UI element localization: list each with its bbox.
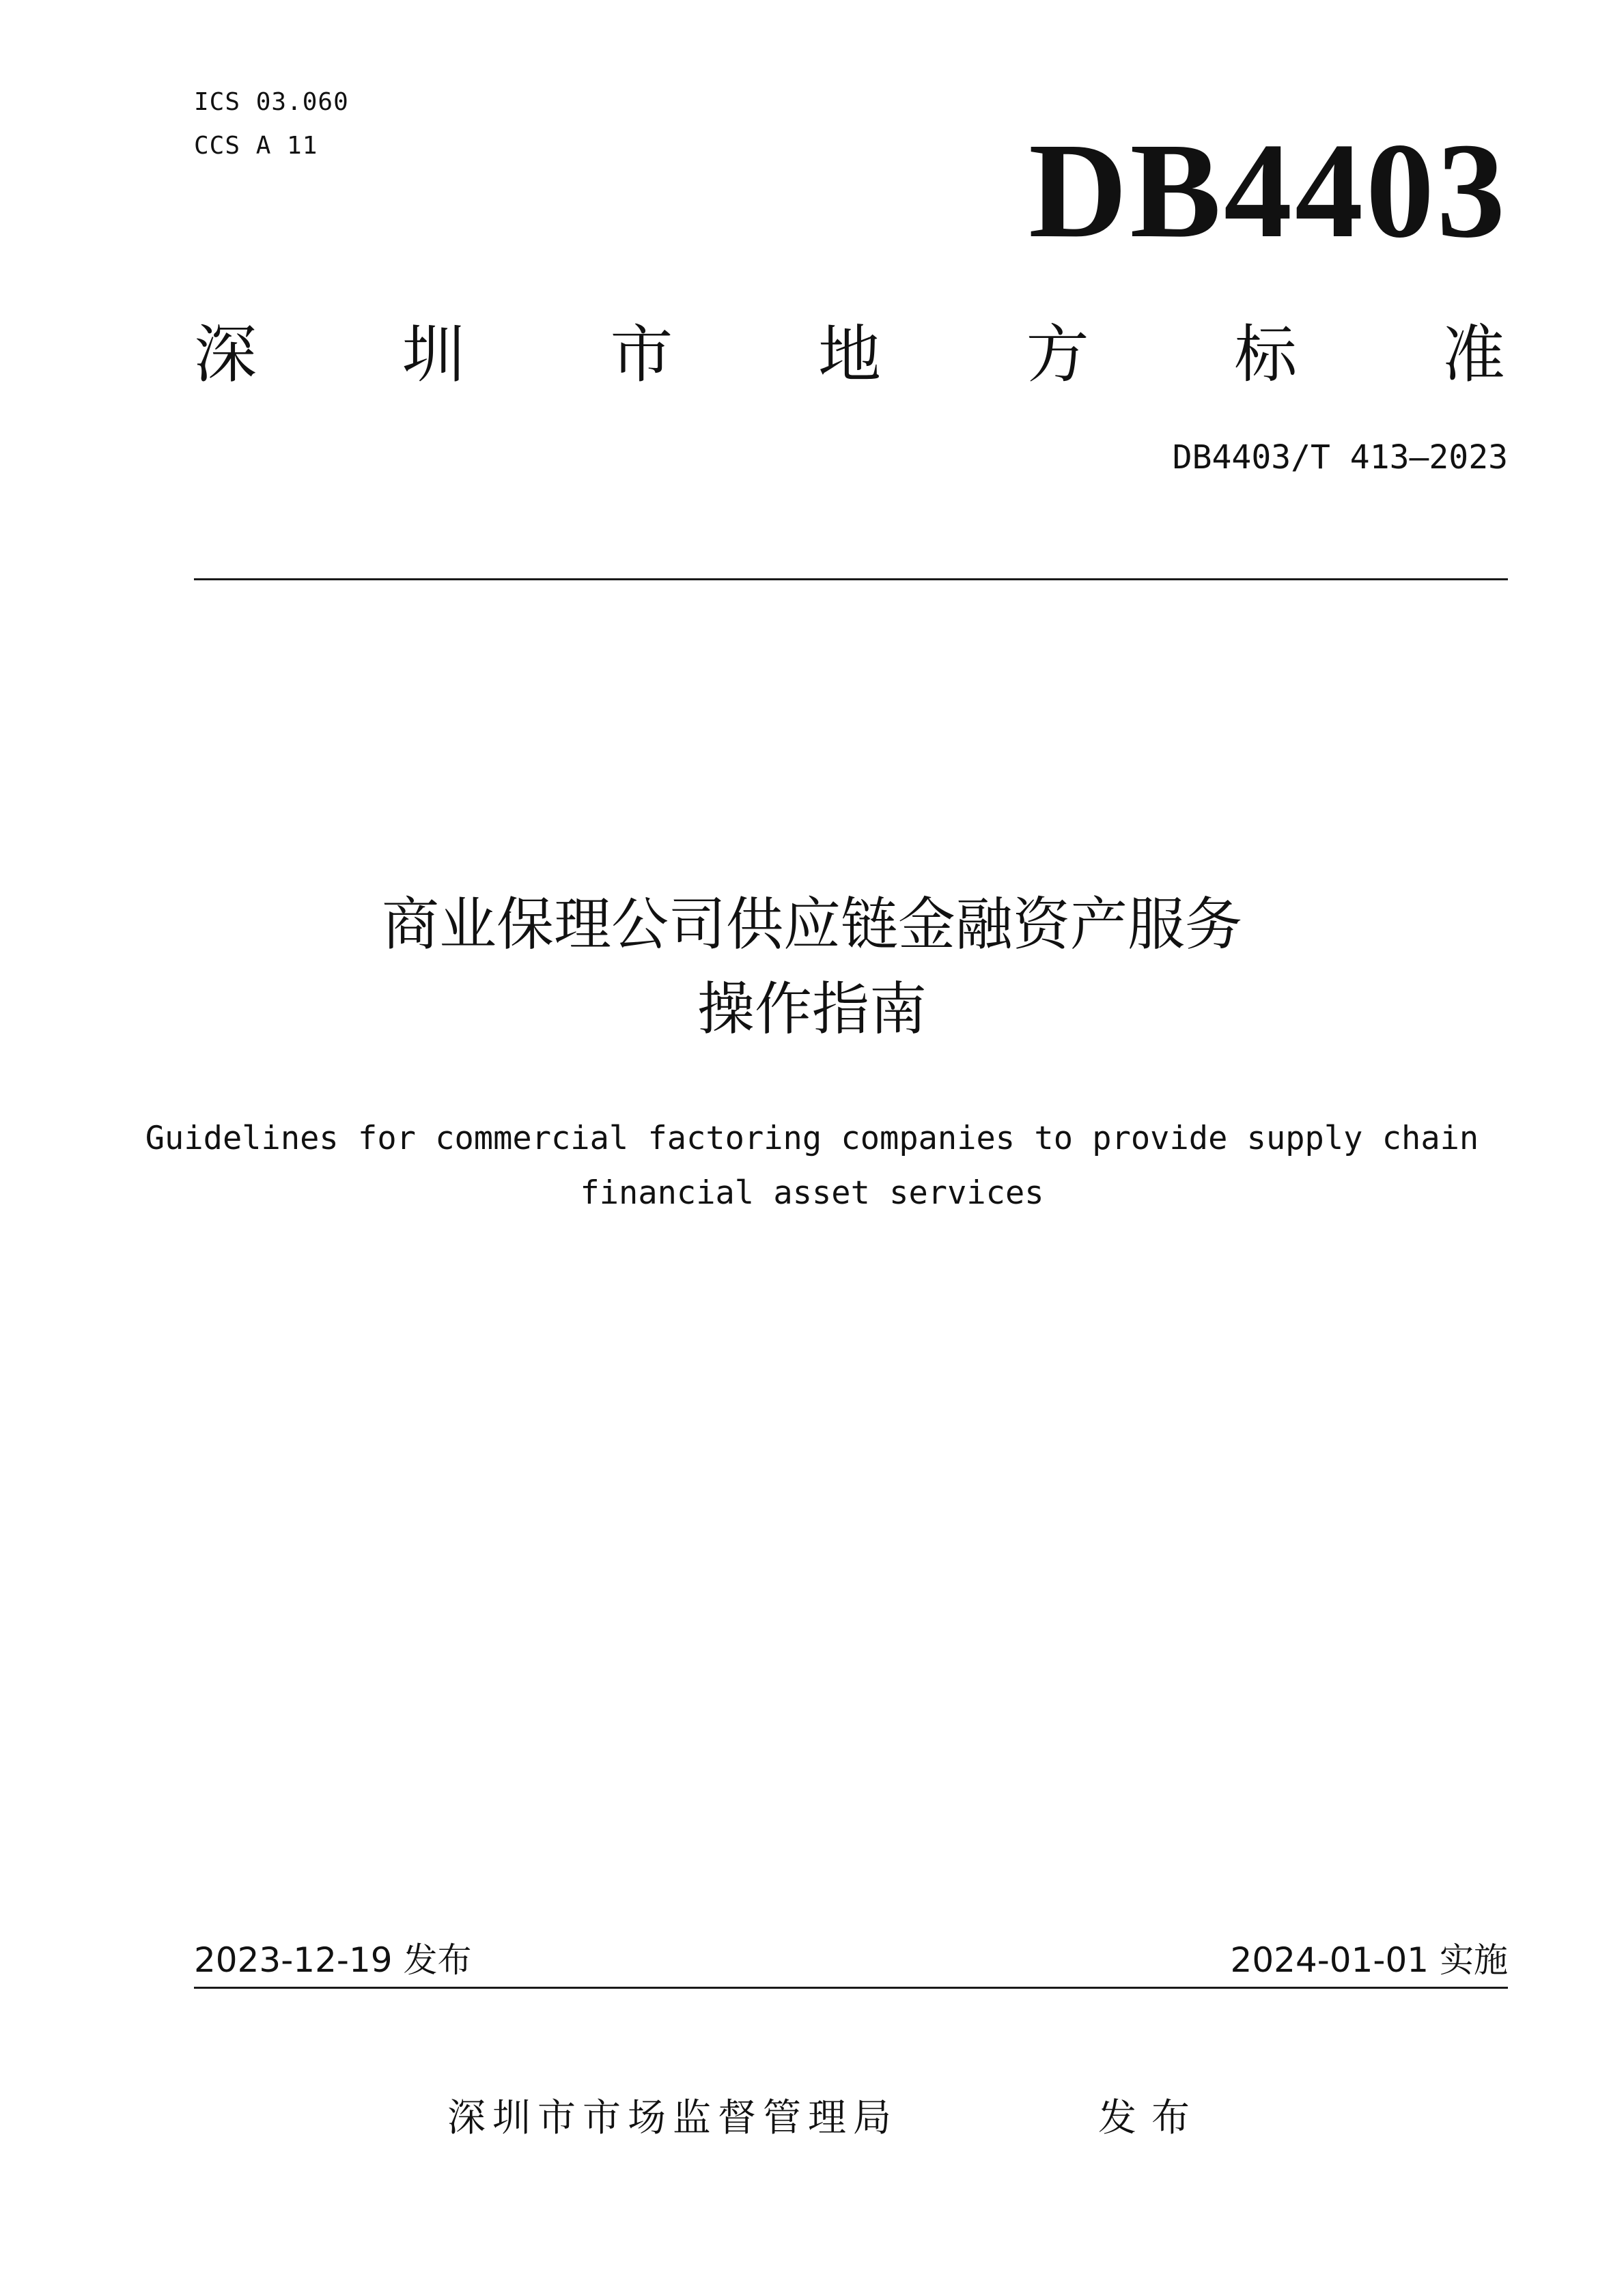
footer-divider [194, 1987, 1508, 1989]
standard-type-char: 标 [1234, 318, 1298, 391]
standard-type-char: 准 [1442, 318, 1505, 391]
standard-type-char: 圳 [402, 318, 465, 391]
title-cn-line2: 操作指南 [697, 976, 927, 1043]
standard-type [194, 317, 1505, 393]
publisher-row [0, 2088, 1624, 2149]
title-en-line2: financial asset services [580, 1174, 1044, 1212]
classification-codes [194, 81, 349, 168]
header-divider [194, 578, 1508, 580]
publisher-name: 深圳市市场监督管理局 [447, 2096, 898, 2140]
standard-type-char: 地 [817, 318, 881, 391]
standard-type-char: 方 [1026, 318, 1089, 391]
standard-type-char: 市 [610, 318, 673, 391]
standard-code-logo: DB4403 [1028, 115, 1508, 266]
implement-date: 2024-01-01 实施 [1230, 1940, 1508, 1980]
title-en-line1: Guidelines for commercial factoring companies to provide supply chain [145, 1120, 1479, 1157]
standard-type-char: 深 [194, 318, 257, 391]
ics-code: ICS 03.060 [194, 88, 349, 116]
publish-verb: 发布 [1098, 2096, 1205, 2140]
ccs-code: CCS A 11 [194, 132, 318, 160]
publish-date: 2023-12-19 发布 [194, 1940, 472, 1980]
title-cn-line1: 商业保理公司供应链金融资产服务 [381, 891, 1242, 958]
standard-number: DB4403/T 413—2023 [1172, 438, 1508, 477]
dates-row [194, 1936, 1508, 1984]
